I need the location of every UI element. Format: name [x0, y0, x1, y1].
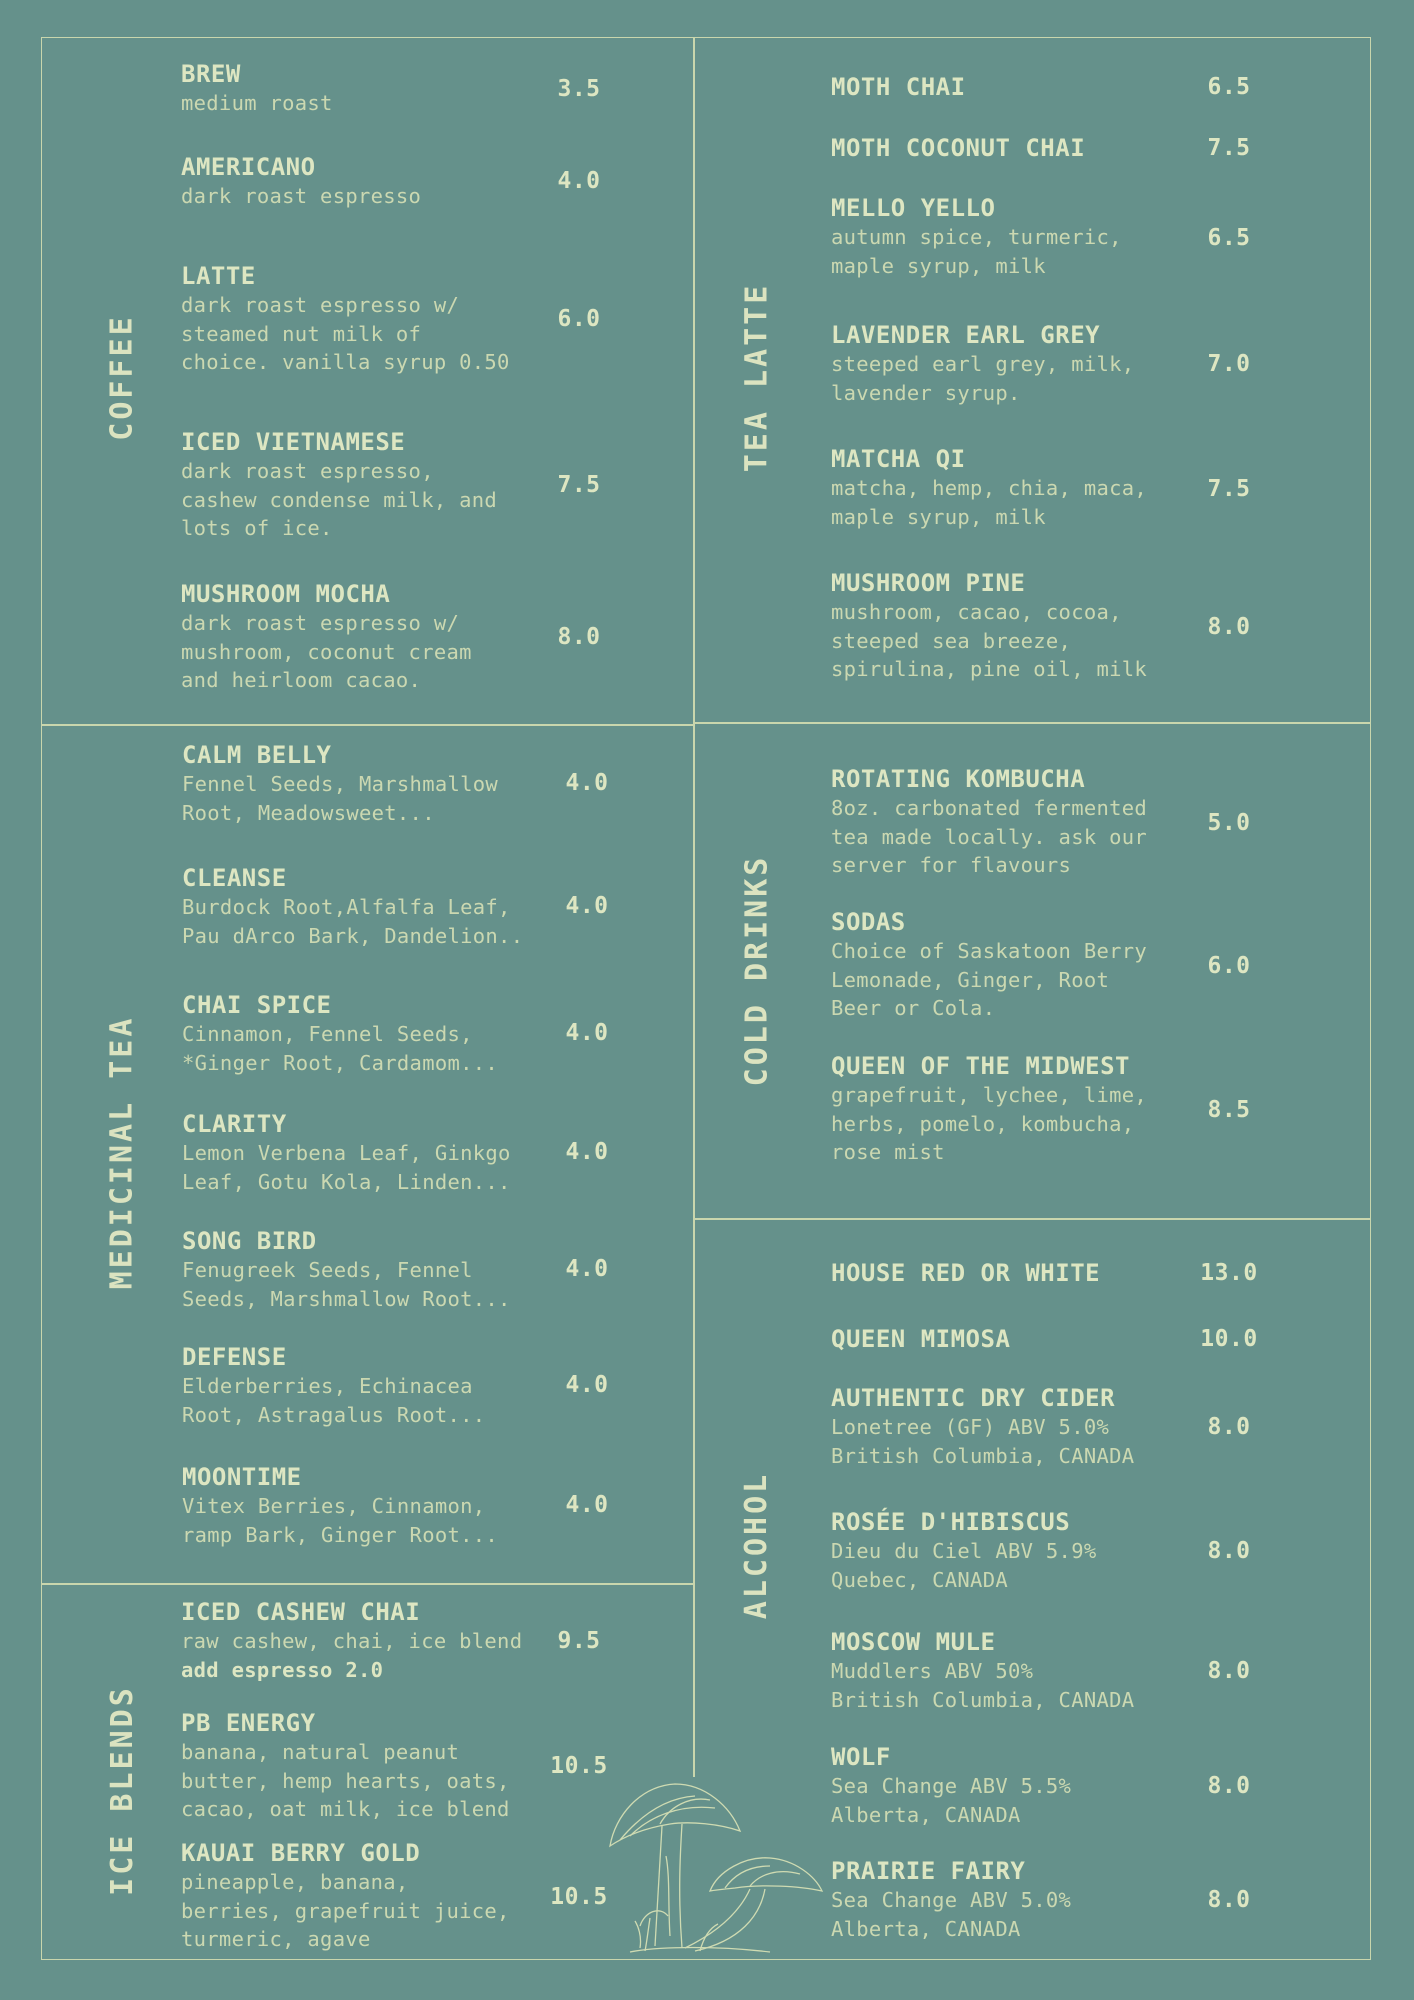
item-description: Cinnamon, Fennel Seeds, *Ginger Root, Cardamom...: [182, 1022, 499, 1075]
item-name: ROSÉE D'HIBISCUS: [831, 1508, 1071, 1536]
menu-item: [831, 320, 1134, 407]
column-divider-top: [693, 37, 695, 1777]
menu-item: [182, 863, 523, 950]
item-description: autumn spice, turmeric, maple syrup, milk: [831, 225, 1122, 278]
item-description: Choice of Saskatoon Berry Lemonade, Ginger, Root Beer or Cola.: [831, 939, 1148, 1020]
item-name: MOTH COCONUT CHAI: [831, 134, 1086, 162]
menu-item: [831, 444, 1147, 531]
item-price: 8.0: [557, 624, 601, 650]
item-name: PRAIRIE FAIRY: [831, 1857, 1026, 1885]
item-description: 8oz. carbonated fermented tea made locally. ask our server for flavours: [831, 796, 1148, 877]
menu-item: [182, 990, 498, 1077]
item-description: Lemon Verbena Leaf, Ginkgo Leaf, Gotu Kola, Linden...: [182, 1141, 511, 1194]
item-price: 8.0: [1207, 1414, 1251, 1440]
menu-item: [831, 72, 966, 102]
menu-item: [831, 907, 1147, 1023]
item-name: MELLO YELLO: [831, 194, 996, 222]
item-description: Elderberries, Echinacea Root, Astragalus Root...: [182, 1374, 486, 1427]
menu-item: [831, 1051, 1147, 1167]
menu-item: [181, 1838, 510, 1954]
item-description: Fenugreek Seeds, Fennel Seeds, Marshmallow Root...: [182, 1258, 511, 1311]
item-price: 8.5: [1207, 1097, 1251, 1123]
item-name: ROTATING KOMBUCHA: [831, 765, 1086, 793]
item-description: Dieu du Ciel ABV 5.9% Quebec, CANADA: [831, 1539, 1097, 1592]
item-price: 4.0: [565, 1139, 609, 1165]
menu-item: [831, 1507, 1096, 1594]
item-name: ICED VIETNAMESE: [181, 428, 406, 456]
item-name: BREW: [181, 60, 241, 88]
item-name: KAUAI BERRY GOLD: [181, 1839, 421, 1867]
menu-item: [831, 764, 1147, 880]
item-name: MATCHA QI: [831, 445, 966, 473]
menu-item: [831, 1742, 1071, 1829]
item-name: MUSHROOM MOCHA: [181, 580, 391, 608]
item-name: MOTH CHAI: [831, 73, 966, 101]
item-description: Sea Change ABV 5.0% Alberta, CANADA: [831, 1888, 1072, 1941]
item-price: 8.0: [1207, 1887, 1251, 1913]
menu-item: [831, 1856, 1071, 1943]
item-price: 4.0: [565, 1020, 609, 1046]
menu-item: [831, 1627, 1134, 1714]
divider-coffee-medicinal: [41, 724, 694, 726]
item-price: 10.0: [1200, 1326, 1258, 1352]
menu-item: [181, 152, 421, 211]
item-price: 6.5: [1207, 225, 1251, 251]
menu-item: [181, 1708, 510, 1824]
item-name: QUEEN MIMOSA: [831, 1325, 1011, 1353]
item-description: raw cashew, chai, ice blend: [181, 1629, 523, 1653]
menu-item: [181, 59, 333, 118]
item-name: DEFENSE: [182, 1343, 287, 1371]
section-title-ice-blends: ICE BLENDS: [104, 1684, 140, 1896]
item-price: 7.5: [1207, 476, 1251, 502]
menu-item: [182, 740, 498, 827]
item-price: 4.0: [557, 168, 601, 194]
item-description: steeped earl grey, milk, lavender syrup.: [831, 352, 1135, 405]
item-price: 4.0: [565, 893, 609, 919]
menu-item: [831, 1324, 1010, 1354]
item-description: Sea Change ABV 5.5% Alberta, CANADA: [831, 1774, 1072, 1827]
item-description: dark roast espresso w/ mushroom, coconut cream and heirloom cacao.: [181, 611, 472, 692]
mushroom-icon: [600, 1776, 830, 1956]
menu-item: [182, 1109, 511, 1196]
menu-item: [182, 1226, 511, 1313]
item-description: Muddlers ABV 50% British Columbia, CANADA: [831, 1659, 1135, 1712]
item-name: SODAS: [831, 908, 906, 936]
menu-item: [831, 193, 1122, 280]
item-price: 13.0: [1200, 1260, 1258, 1286]
item-description: medium roast: [181, 91, 333, 115]
item-description: Burdock Root,Alfalfa Leaf, Pau dArco Bark, Dandelion..: [182, 895, 524, 948]
menu-item: [181, 1597, 522, 1684]
item-name: SONG BIRD: [182, 1227, 317, 1255]
menu-item: [831, 1258, 1100, 1288]
item-price: 9.5: [557, 1628, 601, 1654]
item-name: CLARITY: [182, 1110, 287, 1138]
menu-item: [831, 1383, 1134, 1470]
item-price: 8.0: [1207, 1773, 1251, 1799]
divider-tealatte-colddrinks: [693, 722, 1371, 724]
item-description: grapefruit, lychee, lime, herbs, pomelo, kombucha, rose mist: [831, 1083, 1148, 1164]
item-price: 4.0: [565, 770, 609, 796]
item-name: WOLF: [831, 1743, 891, 1771]
item-name: AUTHENTIC DRY CIDER: [831, 1384, 1116, 1412]
item-price: 4.0: [565, 1492, 609, 1518]
section-title-cold-drinks: COLD DRINKS: [739, 854, 775, 1086]
section-title-coffee: COFFEE: [104, 313, 140, 441]
item-description: mushroom, cacao, cocoa, steeped sea breeze, spirulina, pine oil, milk: [831, 600, 1148, 681]
item-description: banana, natural peanut butter, hemp hearts, oats, cacao, oat milk, ice blend: [181, 1740, 510, 1821]
item-name: LATTE: [181, 262, 256, 290]
item-description: dark roast espresso: [181, 184, 422, 208]
item-name: QUEEN OF THE MIDWEST: [831, 1052, 1130, 1080]
item-price: 8.0: [1207, 614, 1251, 640]
item-description: pineapple, banana, berries, grapefruit juice, turmeric, agave: [181, 1870, 510, 1951]
item-price: 6.5: [1207, 74, 1251, 100]
section-title-alcohol: ALCOHOL: [739, 1471, 775, 1619]
item-price: 6.0: [557, 306, 601, 332]
item-name: MUSHROOM PINE: [831, 569, 1026, 597]
divider-medicinal-iceblends: [41, 1583, 694, 1585]
menu-item: [831, 133, 1085, 163]
item-name: CLEANSE: [182, 864, 287, 892]
item-description: dark roast espresso w/ steamed nut milk of choice. vanilla syrup 0.50: [181, 293, 510, 374]
item-name: MOONTIME: [182, 1463, 302, 1491]
item-description: Fennel Seeds, Marshmallow Root, Meadowsweet...: [182, 772, 499, 825]
item-name: CALM BELLY: [182, 741, 332, 769]
item-price: 8.0: [1207, 1538, 1251, 1564]
item-description: matcha, hemp, chia, maca, maple syrup, milk: [831, 476, 1148, 529]
item-price: 10.5: [550, 1753, 608, 1779]
item-name: MOSCOW MULE: [831, 1628, 996, 1656]
item-price: 8.0: [1207, 1658, 1251, 1684]
item-price: 10.5: [550, 1884, 608, 1910]
menu-item: [182, 1462, 498, 1549]
item-name: CHAI SPICE: [182, 991, 332, 1019]
item-price: 7.0: [1207, 351, 1251, 377]
item-description: Vitex Berries, Cinnamon, ramp Bark, Ginger Root...: [182, 1494, 499, 1547]
divider-colddrinks-alcohol: [693, 1218, 1371, 1220]
menu-item: [181, 579, 472, 695]
menu-item: [831, 568, 1147, 684]
item-price: 7.5: [1207, 135, 1251, 161]
item-name: ICED CASHEW CHAI: [181, 1598, 421, 1626]
item-price: 4.0: [565, 1372, 609, 1398]
item-name: HOUSE RED OR WHITE: [831, 1259, 1101, 1287]
item-price: 7.5: [557, 472, 601, 498]
item-name: AMERICANO: [181, 153, 316, 181]
item-price: 5.0: [1207, 810, 1251, 836]
item-description: Lonetree (GF) ABV 5.0% British Columbia, CANADA: [831, 1415, 1135, 1468]
menu-item: [181, 427, 497, 543]
item-description: dark roast espresso, cashew condense milk, and lots of ice.: [181, 459, 498, 540]
section-title-medicinal-tea: MEDICINAL TEA: [104, 1015, 140, 1289]
item-addon: add espresso 2.0: [181, 1657, 384, 1682]
item-price: 3.5: [557, 76, 601, 102]
menu-item: [181, 261, 510, 377]
menu-item: [182, 1342, 485, 1429]
item-price: 4.0: [565, 1256, 609, 1282]
item-name: LAVENDER EARL GREY: [831, 321, 1101, 349]
item-price: 6.0: [1207, 953, 1251, 979]
section-title-tea-latte: TEA LATTE: [739, 282, 775, 472]
item-name: PB ENERGY: [181, 1709, 316, 1737]
